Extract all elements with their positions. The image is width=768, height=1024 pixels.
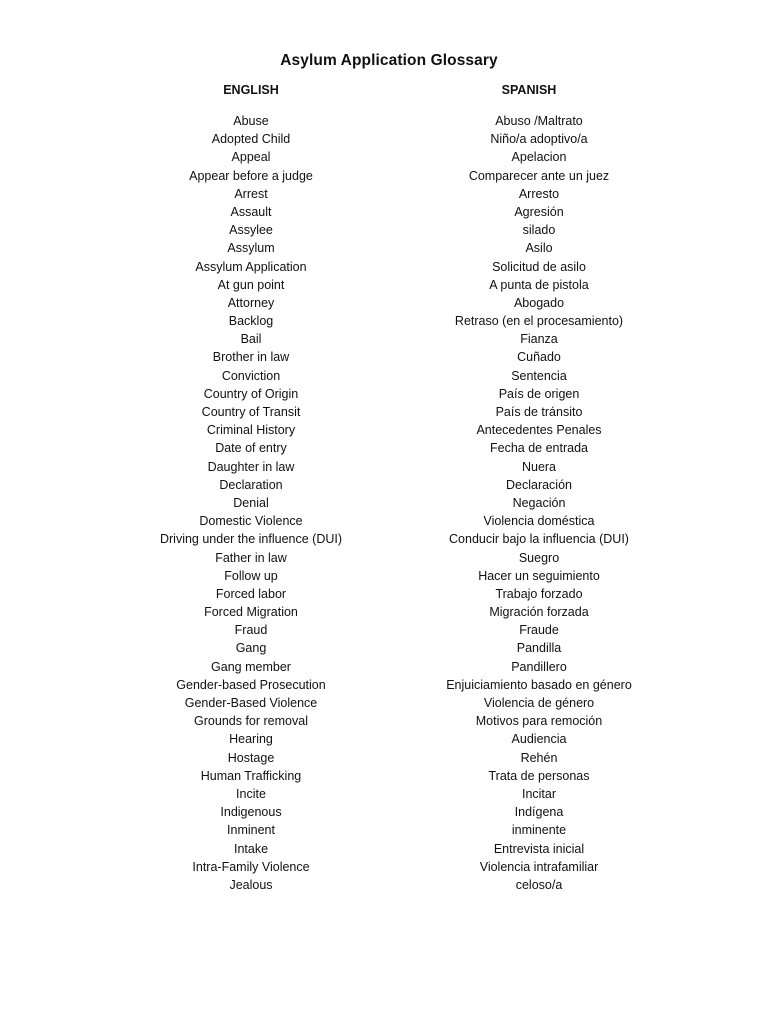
glossary-row bbox=[0, 694, 768, 712]
english-term: Grounds for removal bbox=[194, 714, 308, 729]
spanish-term: Entrevista inicial bbox=[493, 841, 585, 856]
spanish-term: Declaración bbox=[505, 477, 572, 492]
spanish-term: País de origen bbox=[498, 386, 580, 401]
spanish-term: silado bbox=[522, 223, 556, 238]
glossary-row bbox=[0, 785, 768, 803]
english-term: Brother in law bbox=[212, 350, 290, 365]
spanish-term: Arresto bbox=[518, 186, 560, 201]
english-term: Domestic Violence bbox=[199, 514, 303, 529]
glossary-row bbox=[0, 148, 768, 166]
spanish-term: Audiencia bbox=[511, 732, 567, 747]
glossary-row bbox=[0, 530, 768, 548]
spanish-term: Hacer un seguimiento bbox=[478, 568, 600, 583]
english-term: Assault bbox=[230, 204, 272, 219]
english-term: Jealous bbox=[229, 877, 273, 892]
spanish-term: Solicitud de asilo bbox=[492, 259, 586, 274]
english-term: Criminal History bbox=[206, 423, 296, 438]
glossary-row bbox=[0, 658, 768, 676]
spanish-term: Retraso (en el procesamiento) bbox=[454, 314, 624, 329]
glossary-row bbox=[0, 185, 768, 203]
spanish-term: Sentencia bbox=[511, 368, 567, 383]
glossary-row bbox=[0, 258, 768, 276]
spanish-term: Abogado bbox=[513, 295, 565, 310]
glossary-row bbox=[0, 385, 768, 403]
glossary-row bbox=[0, 603, 768, 621]
glossary-row bbox=[0, 276, 768, 294]
spanish-term: Asilo bbox=[525, 241, 553, 256]
glossary-row bbox=[0, 348, 768, 366]
english-term: Father in law bbox=[215, 550, 287, 565]
spanish-term: Suegro bbox=[518, 550, 560, 565]
english-term: Assylum bbox=[227, 241, 275, 256]
spanish-term: Cuñado bbox=[517, 350, 561, 365]
glossary-row bbox=[0, 803, 768, 821]
english-term: Denial bbox=[233, 495, 269, 510]
glossary-row bbox=[0, 367, 768, 385]
english-term: Gender-based Prosecution bbox=[176, 677, 326, 692]
english-term: Intake bbox=[233, 841, 269, 856]
english-term: Hostage bbox=[227, 750, 275, 765]
glossary-row bbox=[0, 712, 768, 730]
english-term: Backlog bbox=[228, 314, 274, 329]
spanish-term: Rehén bbox=[520, 750, 558, 765]
english-term: Incite bbox=[236, 786, 266, 801]
english-term: Date of entry bbox=[215, 441, 287, 456]
glossary-row bbox=[0, 312, 768, 330]
glossary-row bbox=[0, 203, 768, 221]
glossary-row bbox=[0, 403, 768, 421]
spanish-term: Conducir bajo la influencia (DUI) bbox=[449, 532, 629, 547]
spanish-term: Violencia intrafamiliar bbox=[479, 859, 599, 874]
english-term: Country of Origin bbox=[203, 386, 299, 401]
spanish-term: inminente bbox=[511, 823, 567, 838]
english-term: Attorney bbox=[227, 295, 275, 310]
spanish-term: Agresión bbox=[514, 204, 564, 219]
english-term: Follow up bbox=[224, 568, 278, 583]
glossary-row bbox=[0, 421, 768, 439]
glossary-row bbox=[0, 585, 768, 603]
english-term: Abuse bbox=[233, 114, 269, 128]
glossary-row bbox=[0, 458, 768, 476]
english-term: Gang member bbox=[211, 659, 291, 674]
glossary-row bbox=[0, 676, 768, 694]
spanish-term: Incitar bbox=[521, 786, 557, 801]
spanish-term: Apelacion bbox=[511, 150, 567, 165]
english-term: Gang bbox=[235, 641, 267, 656]
column-header-spanish: SPANISH bbox=[501, 83, 557, 97]
english-term: Driving under the influence (DUI) bbox=[159, 532, 343, 547]
glossary-row bbox=[0, 639, 768, 657]
spanish-term: Fecha de entrada bbox=[490, 441, 588, 456]
english-term: Indigenous bbox=[220, 805, 282, 820]
spanish-term: País de tránsito bbox=[495, 405, 583, 419]
english-term: Arrest bbox=[234, 186, 268, 201]
glossary-row bbox=[0, 330, 768, 348]
glossary-row bbox=[0, 239, 768, 257]
glossary-row bbox=[0, 549, 768, 567]
glossary-row bbox=[0, 767, 768, 785]
glossary-row bbox=[0, 439, 768, 457]
english-term: Appear before a judge bbox=[189, 168, 313, 183]
spanish-term: Indígena bbox=[514, 805, 564, 820]
english-term: Human Trafficking bbox=[200, 768, 302, 783]
english-term: Assylee bbox=[229, 223, 273, 238]
spanish-term: Trabajo forzado bbox=[495, 586, 583, 601]
spanish-term: Antecedentes Penales bbox=[476, 423, 602, 438]
spanish-term: Trata de personas bbox=[488, 768, 590, 783]
spanish-term: Niño/a adoptivo/a bbox=[490, 132, 588, 147]
english-term: Assylum Application bbox=[195, 259, 307, 274]
spanish-term: Migración forzada bbox=[489, 605, 589, 620]
spanish-term: Negación bbox=[512, 495, 566, 510]
glossary-row bbox=[0, 621, 768, 639]
glossary-row bbox=[0, 494, 768, 512]
spanish-term: Enjuiciamiento basado en género bbox=[446, 677, 632, 692]
spanish-term: Violencia doméstica bbox=[483, 514, 595, 529]
glossary-row bbox=[0, 294, 768, 312]
spanish-term: Violencia de género bbox=[483, 696, 595, 710]
glossary-row bbox=[0, 840, 768, 858]
spanish-term: Pandilla bbox=[516, 641, 562, 656]
english-term: Bail bbox=[240, 332, 262, 347]
english-term: Forced Migration bbox=[204, 605, 298, 620]
column-header-english: ENGLISH bbox=[223, 83, 279, 97]
english-term: Forced labor bbox=[215, 586, 287, 601]
spanish-term: Fraude bbox=[519, 623, 559, 638]
english-term: Fraud bbox=[234, 623, 268, 638]
spanish-term: Fianza bbox=[520, 332, 558, 347]
english-term: Intra-Family Violence bbox=[192, 859, 310, 874]
spanish-term: Abuso /Maltrato bbox=[495, 114, 583, 128]
glossary-row bbox=[0, 567, 768, 585]
glossary-row bbox=[0, 876, 768, 894]
glossary-row bbox=[0, 858, 768, 876]
english-term: Adopted Child bbox=[211, 132, 291, 147]
spanish-term: celoso/a bbox=[515, 877, 563, 892]
english-term: Country of Transit bbox=[201, 405, 301, 419]
english-term: Gender-Based Violence bbox=[184, 696, 318, 710]
english-term: Declaration bbox=[219, 477, 283, 492]
glossary-row bbox=[0, 221, 768, 239]
glossary-list bbox=[0, 112, 768, 894]
english-term: Inminent bbox=[227, 823, 275, 838]
glossary-row bbox=[0, 476, 768, 494]
english-term: Daughter in law bbox=[207, 459, 295, 474]
spanish-term: Pandillero bbox=[511, 659, 567, 674]
english-term: Appeal bbox=[231, 150, 271, 165]
glossary-row bbox=[0, 749, 768, 767]
glossary-row bbox=[0, 112, 768, 130]
glossary-row bbox=[0, 821, 768, 839]
glossary-row bbox=[0, 512, 768, 530]
glossary-row bbox=[0, 167, 768, 185]
page-title: Asylum Application Glossary bbox=[280, 52, 498, 69]
spanish-term: Comparecer ante un juez bbox=[468, 168, 610, 183]
spanish-term: Motivos para remoción bbox=[475, 714, 603, 729]
english-term: At gun point bbox=[217, 277, 285, 292]
english-term: Hearing bbox=[229, 732, 273, 747]
spanish-term: Nuera bbox=[521, 459, 557, 474]
english-term: Conviction bbox=[221, 368, 281, 383]
glossary-row bbox=[0, 730, 768, 748]
spanish-term: A punta de pistola bbox=[489, 277, 589, 292]
glossary-row bbox=[0, 130, 768, 148]
